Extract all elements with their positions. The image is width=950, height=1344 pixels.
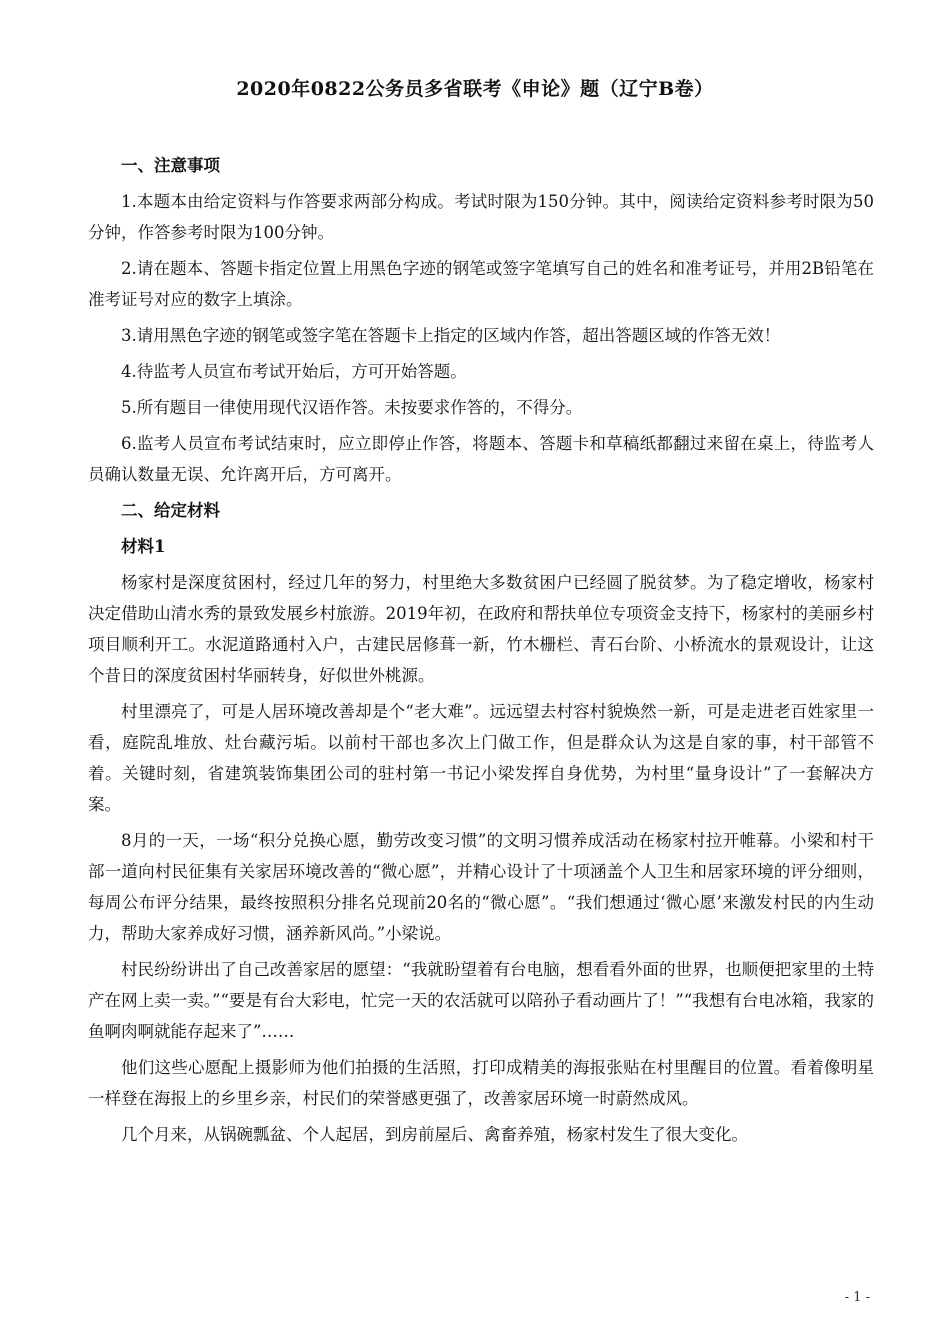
page-number: - 1 - [844,1290,870,1305]
material-label: 材料1 [121,537,166,556]
material-paragraph-2: 村里漂亮了，可是人居环境改善却是个“老大难”。远远望去村容村貌焕然一新，可是走进老百姓家里一看，庭院乱堆放、灶台藏污垢。以前村干部也多次上门做工作，但是群众认为这是自家的事，村干部管不着。关键时刻，省建筑装饰集团公司的驻村第一书记小梁发挥自身优势，为村里“量身设计”了一套解决方案。 [88,702,874,814]
notice-item-5: 5.所有题目一律使用现代汉语作答。未按要求作答的，不得分。 [121,398,583,417]
document-title: 2020年0822公务员多省联考《申论》题（辽宁B卷） [236,78,714,100]
material-paragraph-4: 村民纷纷讲出了自己改善家居的愿望：“我就盼望着有台电脑，想看看外面的世界，也顺便把家里的土特产在网上卖一卖。”“要是有台大彩电，忙完一天的农活就可以陪孙子看动画片了！”“我想有台电冰箱，我家的鱼啊肉啊就能存起来了”…… [88,960,874,1041]
notice-item-1: 1.本题本由给定资料与作答要求两部分构成。考试时限为150分钟。其中，阅读给定资料参考时限为50分钟，作答参考时限为100分钟。 [88,192,874,242]
notice-item-6: 6.监考人员宣布考试结束时，应立即停止作答，将题本、答题卡和草稿纸都翻过来留在桌上，待监考人员确认数量无误、允许离开后，方可离开。 [88,434,874,484]
material-paragraph-1: 杨家村是深度贫困村，经过几年的努力，村里绝大多数贫困户已经圆了脱贫梦。为了稳定增收，杨家村决定借助山清水秀的景致发展乡村旅游。2019年初，在政府和帮扶单位专项资金支持下，杨家村的美丽乡村项目顺利开工。水泥道路通村入户，古建民居修葺一新，竹木栅栏、青石台阶、小桥流水的景观设计，让这个昔日的深度贫困村华丽转身，好似世外桃源。 [88,573,874,685]
material-paragraph-5: 他们这些心愿配上摄影师为他们拍摄的生活照，打印成精美的海报张贴在村里醒目的位置。看着像明星一样登在海报上的乡里乡亲，村民们的荣誉感更强了，改善家居环境一时蔚然成风。 [88,1058,874,1108]
document-body [88,150,874,1155]
notice-item-4: 4.待监考人员宣布考试开始后，方可开始答题。 [121,362,467,381]
material-paragraph-3: 8月的一天，一场“积分兑换心愿，勤劳改变习惯”的文明习惯养成活动在杨家村拉开帷幕。小梁和村干部一道向村民征集有关家居环境改善的“微心愿”，并精心设计了十项涵盖个人卫生和居家环境的评分细则，每周公布评分结果，最终按照积分排名兑现前20名的“微心愿”。“我们想通过‘微心愿’来激发村民的内生动力，帮助大家养成好习惯，涵养新风尚。”小梁说。 [88,831,874,943]
notice-item-2: 2.请在题本、答题卡指定位置上用黑色字迹的钢笔或签字笔填写自己的姓名和准考证号，并用2B铅笔在准考证号对应的数字上填涂。 [88,259,874,309]
section-heading-materials: 二、给定材料 [121,501,220,520]
material-paragraph-6: 几个月来，从锅碗瓢盆、个人起居，到房前屋后、禽畜养殖，杨家村发生了很大变化。 [121,1125,748,1144]
section-heading-notes: 一、注意事项 [121,156,220,175]
notice-item-3: 3.请用黑色字迹的钢笔或签字笔在答题卡上指定的区域内作答，超出答题区域的作答无效！ [121,326,781,345]
